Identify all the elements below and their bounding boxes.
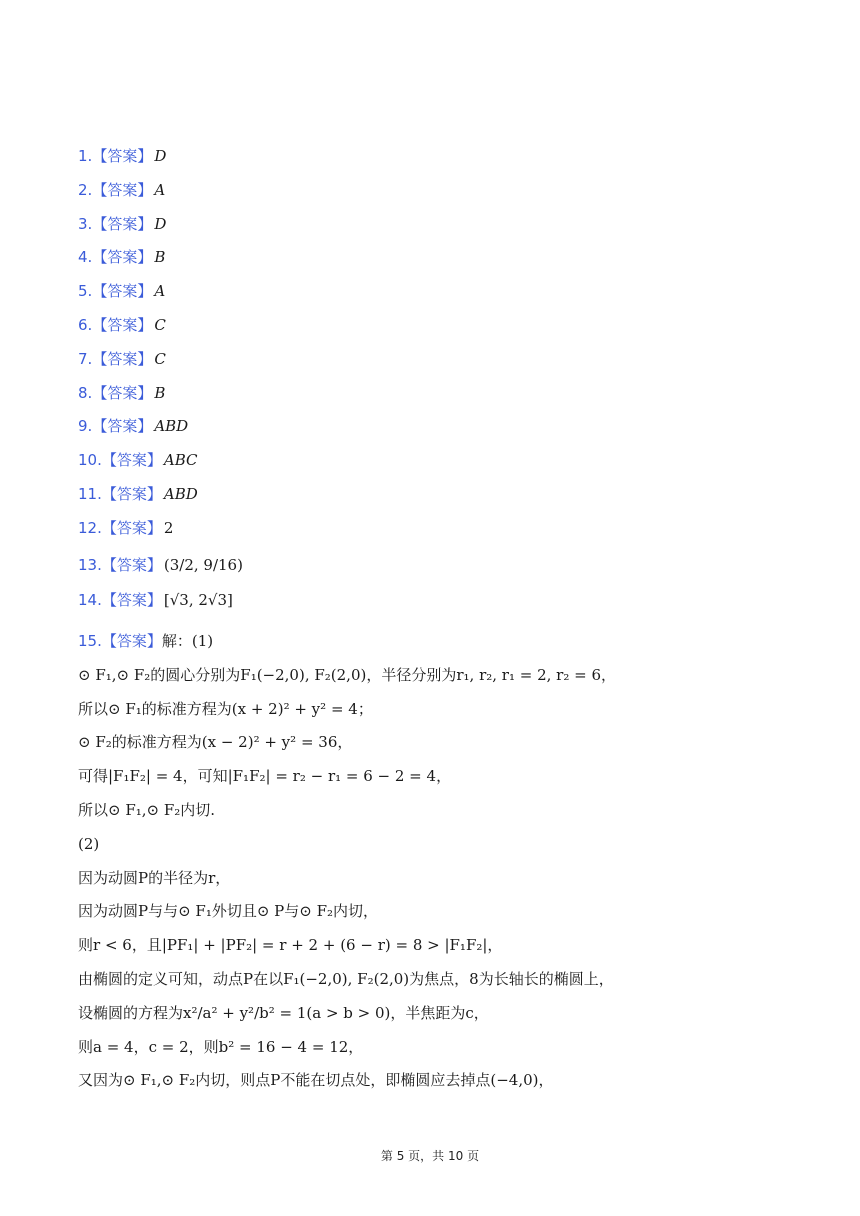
answer-value: D bbox=[154, 214, 167, 233]
answer-value: B bbox=[154, 248, 166, 267]
solution-line: 因为动圆P的半径为r， bbox=[78, 868, 231, 887]
answer-label: 【答案】 bbox=[92, 214, 153, 233]
answer-row: 11.【答案】 ABD bbox=[78, 484, 198, 503]
solution-line: (2) bbox=[78, 834, 100, 853]
solution-header: 15.【答案】解：(1) bbox=[78, 632, 214, 650]
answer-label: 【答案】 bbox=[92, 315, 153, 334]
answer-value: ABC bbox=[163, 451, 198, 470]
answer-label: 【答案】 bbox=[92, 282, 153, 301]
answer-label: 【答案】 bbox=[92, 349, 153, 368]
solution-line: 又因为⊙ F₁,⊙ F₂内切，则点P不能在切点处，即椭圆应去掉点(−4,0)， bbox=[78, 1071, 554, 1090]
answer-label: 【答案】 bbox=[92, 248, 153, 267]
answer-row: 9.【答案】 ABD bbox=[78, 417, 189, 436]
page-footer: 第 5 页，共 10 页 bbox=[380, 1149, 480, 1163]
solution-15 bbox=[78, 627, 778, 1100]
answer-value: A bbox=[154, 282, 166, 301]
answer-value: [√3, 2√3] bbox=[163, 590, 233, 609]
solution-line: 所以⊙ F₁,⊙ F₂内切. bbox=[78, 800, 216, 819]
answer-label: 【答案】 bbox=[101, 555, 162, 574]
solution-line: 则r < 6，且|PF₁| + |PF₂| = r + 2 + (6 − r) = 8 > |F₁F₂|， bbox=[78, 936, 503, 955]
answer-value: ABD bbox=[163, 484, 198, 503]
answer-row: 10.【答案】 ABC bbox=[78, 451, 198, 470]
answer-value: C bbox=[154, 315, 166, 334]
answer-label: 【答案】 bbox=[101, 484, 162, 503]
answer-list bbox=[78, 143, 243, 620]
answer-value: A bbox=[154, 180, 166, 199]
answer-row: 14.【答案】 [√3, 2√3] bbox=[78, 590, 233, 609]
answer-label: 【答案】 bbox=[101, 451, 162, 470]
solution-line: 则a = 4，c = 2，则b² = 16 − 4 = 12， bbox=[78, 1037, 364, 1056]
answer-label: 【答案】 bbox=[101, 632, 162, 650]
answer-label: 【答案】 bbox=[92, 417, 153, 436]
answer-row: 3.【答案】 D bbox=[78, 214, 167, 233]
answer-value: 2 bbox=[163, 518, 174, 537]
answer-label: 【答案】 bbox=[92, 147, 153, 165]
answer-row: 7.【答案】 C bbox=[78, 349, 166, 368]
answer-row: 8.【答案】 B bbox=[78, 383, 166, 402]
answer-value: (3/2, 9/16) bbox=[163, 555, 243, 574]
answer-label: 【答案】 bbox=[92, 180, 153, 199]
answer-row: 6.【答案】 C bbox=[78, 315, 166, 334]
answer-row: 12.【答案】 2 bbox=[78, 518, 174, 537]
answer-row: 1.【答案】 D bbox=[78, 147, 167, 165]
answer-label: 【答案】 bbox=[101, 518, 162, 537]
answer-row: 13.【答案】 (3/2, 9/16) bbox=[78, 555, 243, 574]
solution-line: ⊙ F₂的标准方程为(x − 2)² + y² = 36， bbox=[78, 733, 353, 752]
solution-line: 所以⊙ F₁的标准方程为(x + 2)² + y² = 4； bbox=[78, 699, 373, 718]
solution-line: 设椭圆的方程为x²/a² + y²/b² = 1(a > b > 0)，半焦距为c， bbox=[78, 1003, 489, 1022]
answer-value: D bbox=[154, 147, 167, 165]
solution-head: 解：(1) bbox=[161, 632, 214, 650]
solution-line: 因为动圆P与与⊙ F₁外切且⊙ P与⊙ F₂内切， bbox=[78, 902, 379, 921]
answer-row: 4.【答案】 B bbox=[78, 248, 166, 267]
answer-row: 2.【答案】 A bbox=[78, 180, 166, 199]
answer-value: C bbox=[154, 349, 166, 368]
answer-label: 【答案】 bbox=[92, 383, 153, 402]
solution-line: 可得|F₁F₂| = 4，可知|F₁F₂| = r₂ − r₁ = 6 − 2 = 4， bbox=[78, 767, 452, 786]
solution-line: ⊙ F₁,⊙ F₂的圆心分别为F₁(−2,0), F₂(2,0)，半径分别为r₁, r₂, r₁ = 2, r₂ = 6， bbox=[78, 665, 616, 684]
solution-line: 由椭圆的定义可知，动点P在以F₁(−2,0), F₂(2,0)为焦点，8为长轴长的椭圆上， bbox=[78, 969, 614, 988]
answer-label: 【答案】 bbox=[101, 590, 162, 609]
answer-row: 5.【答案】 A bbox=[78, 282, 166, 301]
answer-value: B bbox=[154, 383, 166, 402]
answer-value: ABD bbox=[154, 417, 189, 436]
